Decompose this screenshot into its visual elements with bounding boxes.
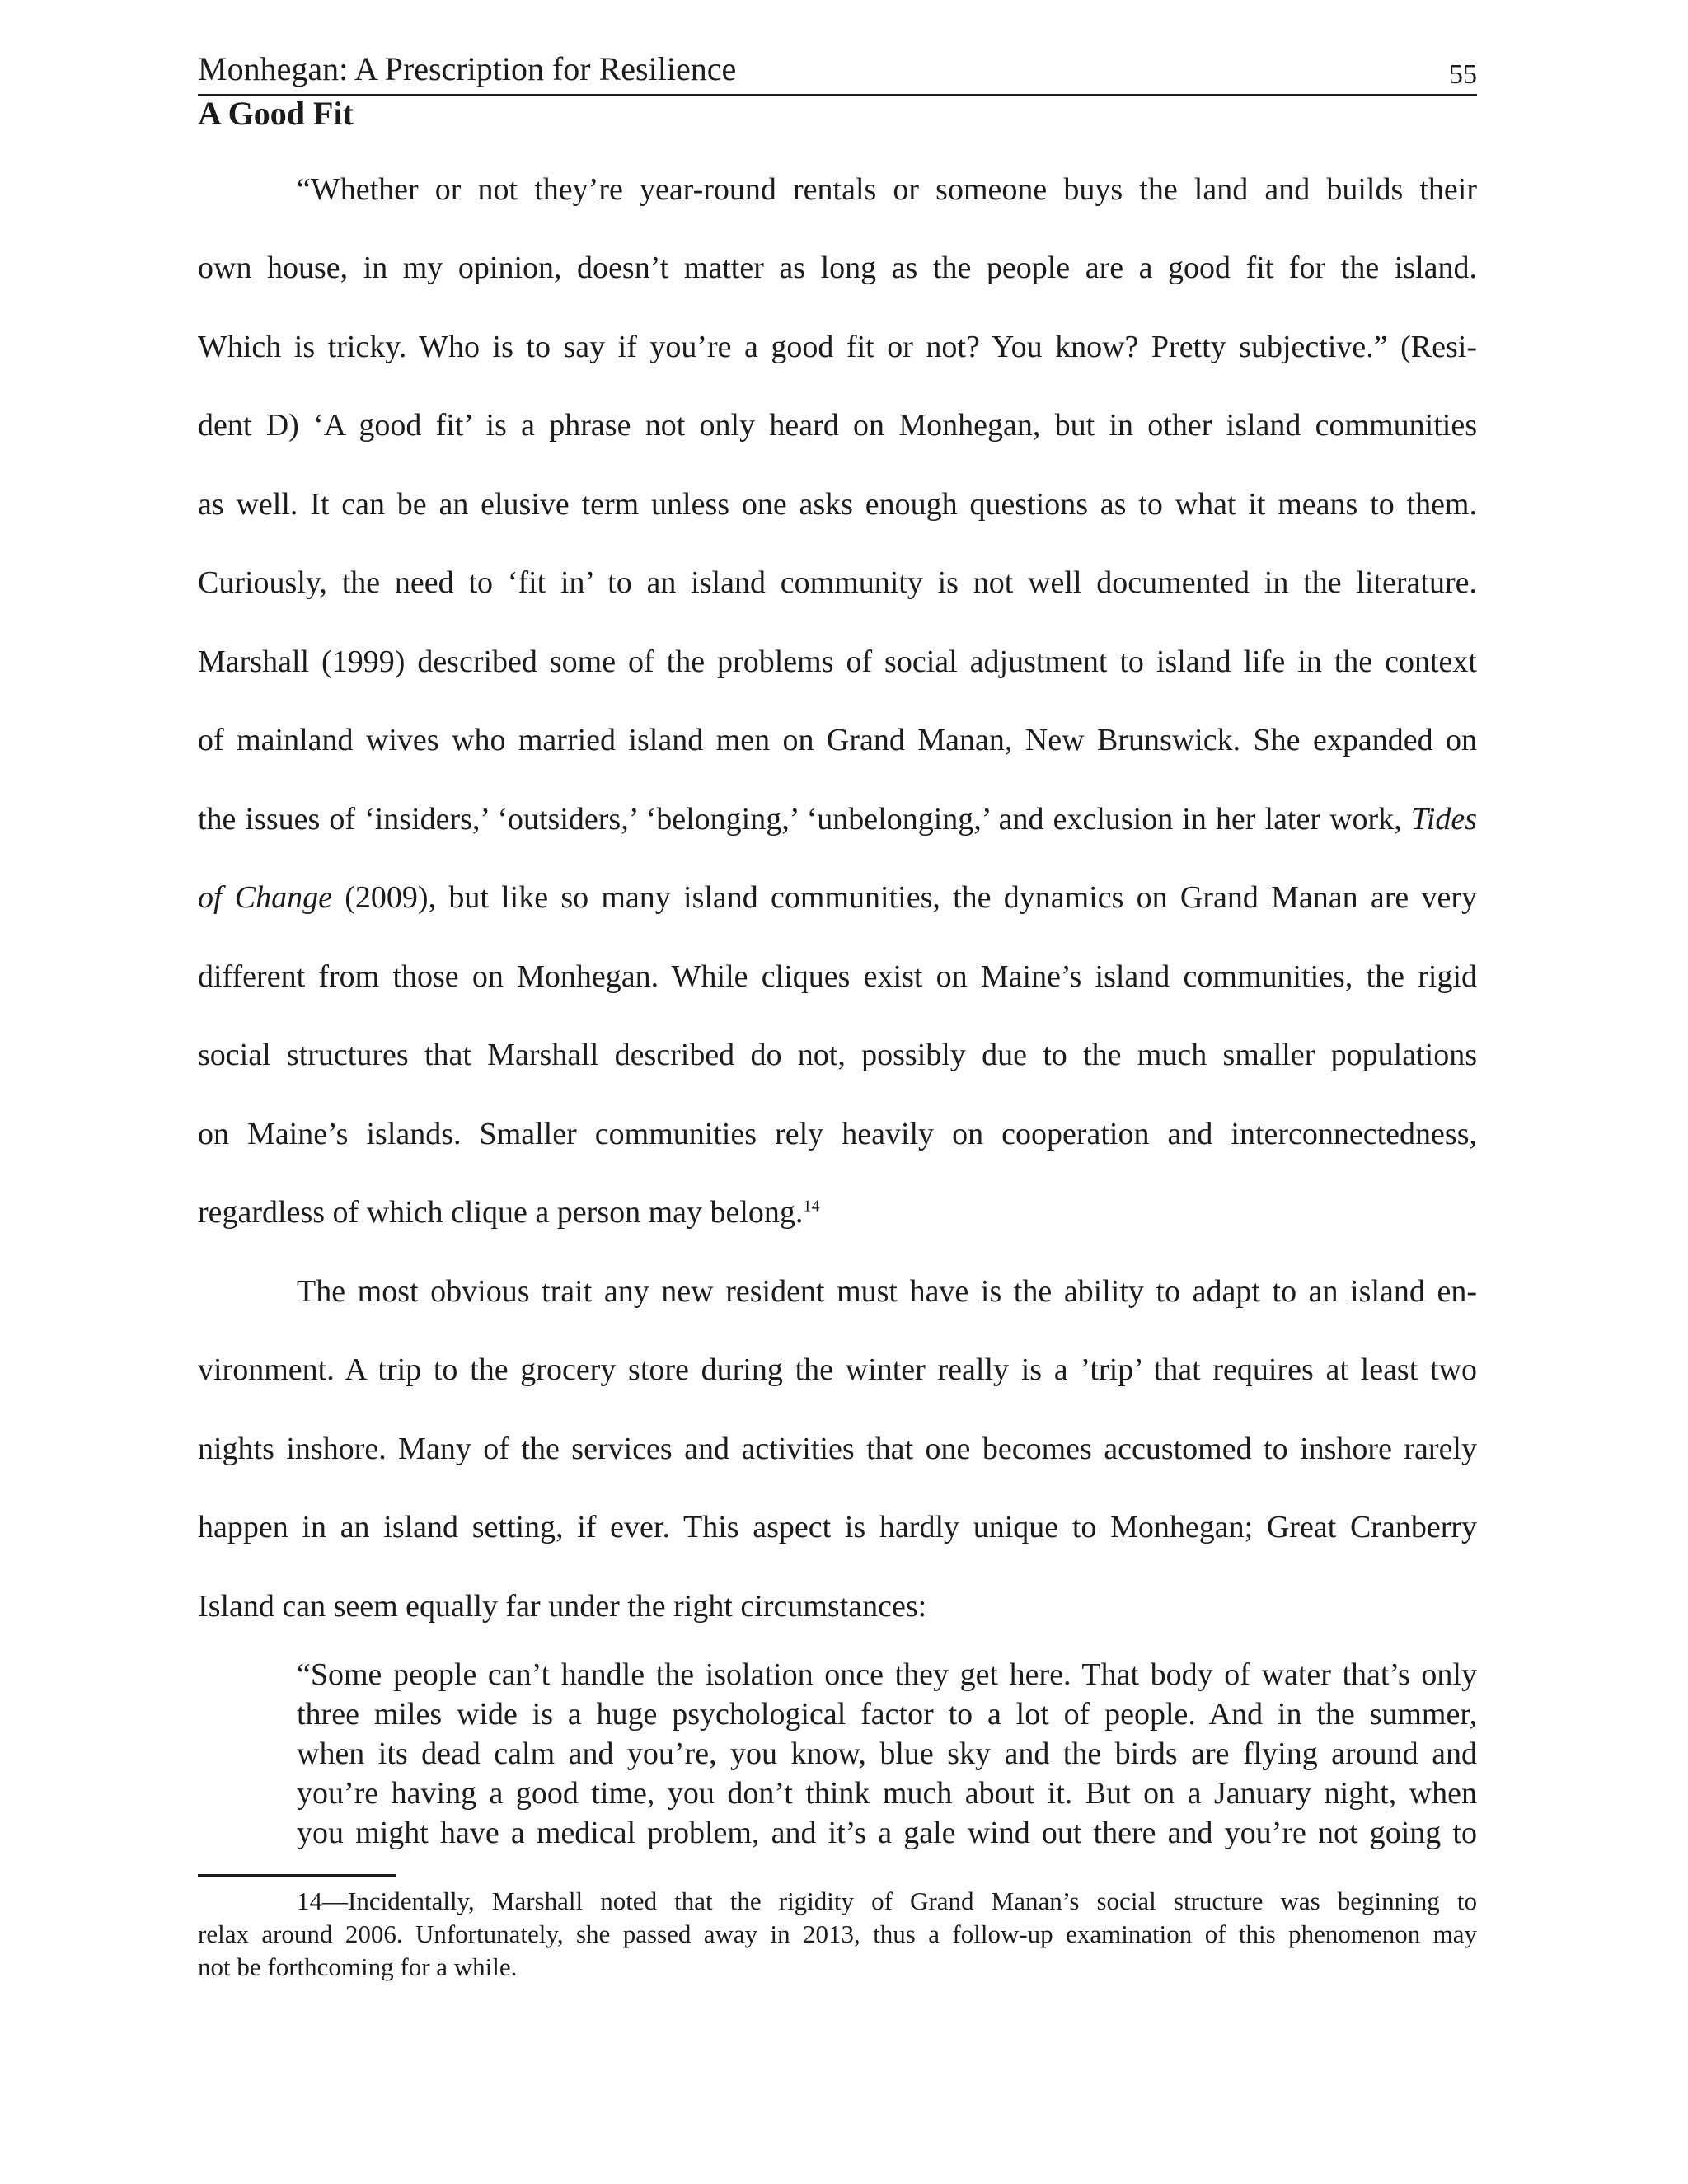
paragraph-1-line-13: on Maine’s islands. Smaller communities rely heavily on cooperation and interconnectedness,	[198, 1117, 1477, 1151]
block-quote-line-5: you might have a medical problem, and it’s a gale wind out there and you’re not going to	[297, 1816, 1477, 1850]
paragraph-1-line-10	[198, 877, 1477, 918]
footnote-line-1: 14—Incidentally, Marshall noted that the rigidity of Grand Manan’s social structure was beginning to	[297, 1886, 1477, 1915]
paragraph-2-line-1: The most obvious trait any new resident must have is the ability to adapt to an island en-	[297, 1274, 1477, 1309]
running-title: Monhegan: A Prescription for Resilience	[198, 50, 737, 87]
footnote-line-2: relax around 2006. Unfortunately, she passed away in 2013, thus a follow-up examination of this phenomenon may	[198, 1919, 1477, 1948]
block-quote-line-4: you’re having a good time, you don’t think much about it. But on a January night, when	[297, 1776, 1477, 1811]
paragraph-1-line-10-text: (2009), but like so many island communities, the dynamics on Grand Manan are very	[345, 880, 1477, 915]
footnote-divider	[198, 1874, 396, 1877]
paragraph-2-line-3: nights inshore. Many of the services and activities that one becomes accustomed to inshore rarely	[198, 1432, 1477, 1466]
paragraph-1-line-4: dent D) ‘A good fit’ is a phrase not only heard on Monhegan, but in other island communities	[198, 408, 1477, 443]
paragraph-1-line-9	[198, 799, 1477, 840]
running-header	[198, 48, 1477, 96]
paragraph-1-line-7: Marshall (1999) described some of the problems of social adjustment to island life in the context	[198, 644, 1477, 679]
paragraph-2-line-2: vironment. A trip to the grocery store during the winter really is a ’trip’ that requires at least two	[198, 1352, 1477, 1387]
paragraph-1-line-12: social structures that Marshall described do not, possibly due to the much smaller populations	[198, 1038, 1477, 1072]
paragraph-1-line-1: “Whether or not they’re year-round rentals or someone buys the land and builds their	[297, 172, 1477, 207]
paragraph-1-line-11: different from those on Monhegan. While cliques exist on Maine’s island communities, the rigid	[198, 959, 1477, 994]
paragraph-1-line-2: own house, in my opinion, doesn’t matter as long as the people are a good fit for the island.	[198, 251, 1477, 285]
paragraph-2-line-4: happen in an island setting, if ever. This aspect is hardly unique to Monhegan; Great Cranberry	[198, 1510, 1477, 1544]
paragraph-1-line-5: as well. It can be an elusive term unless one asks enough questions as to what it means to them.	[198, 487, 1477, 522]
block-quote-line-2: three miles wide is a huge psychological factor to a lot of people. And in the summer,	[297, 1697, 1477, 1732]
footnote-reference[interactable]: 14	[803, 1197, 820, 1216]
book-title-of-change: of Change	[198, 880, 333, 915]
paragraph-1-line-8: of mainland wives who married island men on Grand Manan, New Brunswick. She expanded on	[198, 723, 1477, 757]
book-title-tides: Tides	[1410, 802, 1477, 837]
paragraph-1-line-9-text: the issues of ‘insiders,’ ‘outsiders,’ ‘belonging,’ ‘unbelonging,’ and exclusion in her later work,	[198, 802, 1402, 837]
paragraph-1-line-6: Curiously, the need to ‘fit in’ to an island community is not well documented in the literature.	[198, 565, 1477, 600]
paragraph-1-line-14	[198, 1192, 1477, 1233]
paragraph-1-line-14-text: regardless of which clique a person may belong.	[198, 1195, 804, 1230]
page-number: 55	[1449, 59, 1477, 90]
paragraph-2-line-5: Island can seem equally far under the right circumstances:	[198, 1589, 927, 1624]
section-heading: A Good Fit	[198, 95, 354, 132]
paragraph-1-line-3: Which is tricky. Who is to say if you’re a good fit or not? You know? Pretty subjective.” (Resi-	[198, 330, 1477, 364]
block-quote-line-1: “Some people can’t handle the isolation once they get here. That body of water that’s only	[297, 1657, 1477, 1692]
block-quote-line-3: when its dead calm and you’re, you know, blue sky and the birds are flying around and	[297, 1736, 1477, 1771]
footnote-line-3: not be forthcoming for a while.	[198, 1952, 518, 1981]
